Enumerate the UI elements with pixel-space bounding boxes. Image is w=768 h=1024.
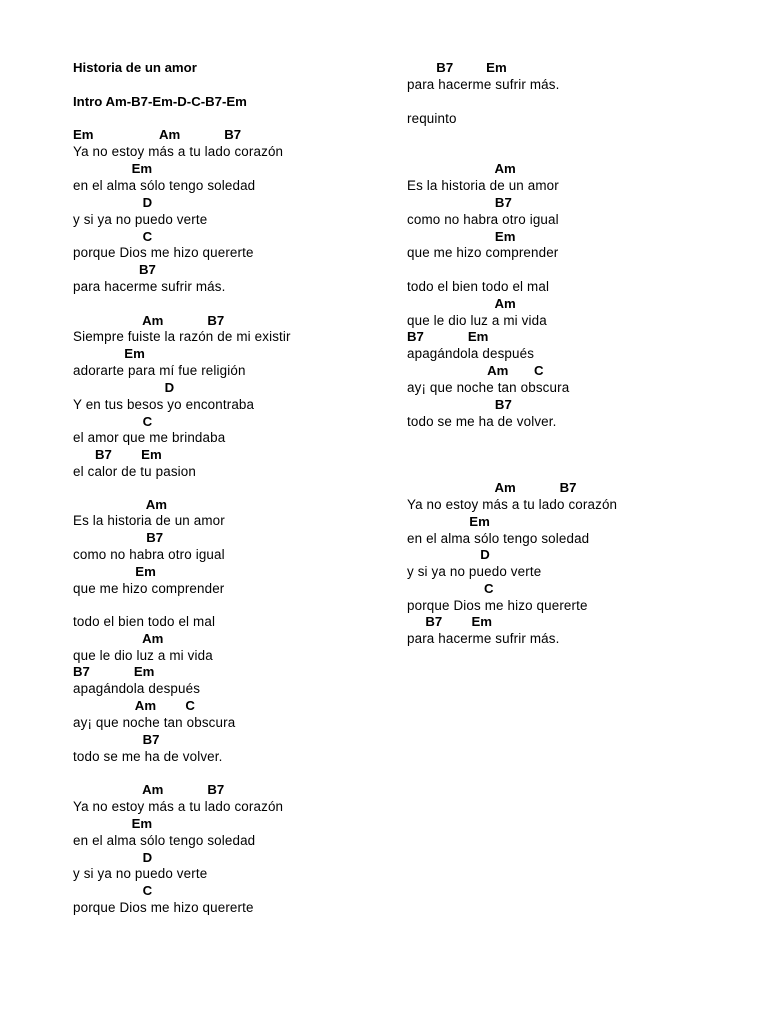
- left-lyric-line: porque Dios me hizo quererte: [73, 900, 254, 915]
- right-chord-line: Em: [407, 229, 516, 244]
- right-chord-line: B7: [407, 397, 512, 412]
- left-chord-line: B7 Em: [73, 664, 155, 679]
- song-title: Historia de un amor: [73, 60, 197, 75]
- right-lyric-line: para hacerme sufrir más.: [407, 77, 560, 92]
- left-chord-line: Em: [73, 161, 153, 176]
- left-lyric-line: Ya no estoy más a tu lado corazón: [73, 799, 284, 814]
- right-chord-line: B7: [407, 195, 512, 210]
- right-chord-line: Am: [407, 296, 516, 311]
- right-lyric-line: todo el bien todo el mal: [407, 279, 550, 294]
- right-lyric-line: requinto: [407, 111, 457, 126]
- left-lyric-line: Y en tus besos yo encontraba: [73, 397, 255, 412]
- right-lyric-line: ay¡ que noche tan obscura: [407, 380, 570, 395]
- right-lyric-line: Es la historia de un amor: [407, 178, 559, 193]
- left-lyric-line: Es la historia de un amor: [73, 513, 225, 528]
- left-lyric-line: y si ya no puedo verte: [73, 212, 208, 227]
- right-lyric-line: que me hizo comprender: [407, 245, 559, 260]
- right-lyric-line: Ya no estoy más a tu lado corazón: [407, 497, 618, 512]
- left-chord-line: B7 Em: [73, 447, 162, 462]
- left-chord-line: B7: [73, 732, 160, 747]
- left-chord-line: Am C: [73, 698, 195, 713]
- right-chord-line: Am: [407, 161, 516, 176]
- left-lyric-line: ay¡ que noche tan obscura: [73, 715, 236, 730]
- left-lyric-line: Siempre fuiste la razón de mi existir: [73, 329, 291, 344]
- left-chord-line: D: [73, 850, 153, 865]
- left-chord-line: Am: [73, 631, 164, 646]
- right-chord-line: B7 Em: [407, 614, 493, 629]
- left-lyric-line: adorarte para mí fue religión: [73, 363, 246, 378]
- left-lyric-line: en el alma sólo tengo soledad: [73, 833, 256, 848]
- left-lyric-line: apagándola después: [73, 681, 201, 696]
- right-chord-line: B7 Em: [407, 60, 507, 75]
- right-chord-line: Am B7: [407, 480, 577, 495]
- left-chord-line: C: [73, 414, 153, 429]
- left-lyric-line: como no habra otro igual: [73, 547, 225, 562]
- left-chord-line: Em: [73, 816, 153, 831]
- left-chord-line: Am B7: [73, 782, 225, 797]
- right-chord-line: C: [407, 581, 494, 596]
- left-chord-line: Em Am B7: [73, 127, 242, 142]
- left-chord-line: B7: [73, 262, 156, 277]
- right-chord-line: Em: [407, 514, 490, 529]
- left-lyric-line: Ya no estoy más a tu lado corazón: [73, 144, 284, 159]
- right-lyric-line: que le dio luz a mi vida: [407, 313, 547, 328]
- left-chord-line: Em: [73, 564, 156, 579]
- right-lyric-line: y si ya no puedo verte: [407, 564, 542, 579]
- right-chord-line: B7 Em: [407, 329, 489, 344]
- right-chord-line: D: [407, 547, 490, 562]
- left-lyric-line: en el alma sólo tengo soledad: [73, 178, 256, 193]
- left-chord-line: Am: [73, 497, 168, 512]
- left-lyric-line: el calor de tu pasion: [73, 464, 196, 479]
- left-lyric-line: que le dio luz a mi vida: [73, 648, 213, 663]
- left-lyric-line: para hacerme sufrir más.: [73, 279, 226, 294]
- left-lyric-line: que me hizo comprender: [73, 581, 225, 596]
- left-chord-line: Am B7: [73, 313, 225, 328]
- right-lyric-line: para hacerme sufrir más.: [407, 631, 560, 646]
- left-lyric-line: y si ya no puedo verte: [73, 866, 208, 881]
- left-chord-line: D: [73, 380, 175, 395]
- right-lyric-line: en el alma sólo tengo soledad: [407, 531, 590, 546]
- left-chord-line: B7: [73, 530, 164, 545]
- right-lyric-line: como no habra otro igual: [407, 212, 559, 227]
- left-chord-line: C: [73, 229, 153, 244]
- left-lyric-line: todo se me ha de volver.: [73, 749, 223, 764]
- left-chord-line: Em: [73, 346, 145, 361]
- left-lyric-line: porque Dios me hizo quererte: [73, 245, 254, 260]
- left-lyric-line: el amor que me brindaba: [73, 430, 226, 445]
- right-lyric-line: apagándola después: [407, 346, 535, 361]
- left-chord-line: C: [73, 883, 153, 898]
- left-lyric-line: todo el bien todo el mal: [73, 614, 216, 629]
- right-chord-line: Am C: [407, 363, 544, 378]
- right-lyric-line: porque Dios me hizo quererte: [407, 598, 588, 613]
- right-lyric-line: todo se me ha de volver.: [407, 414, 557, 429]
- left-chord-line: D: [73, 195, 153, 210]
- intro-line: Intro Am-B7-Em-D-C-B7-Em: [73, 94, 247, 109]
